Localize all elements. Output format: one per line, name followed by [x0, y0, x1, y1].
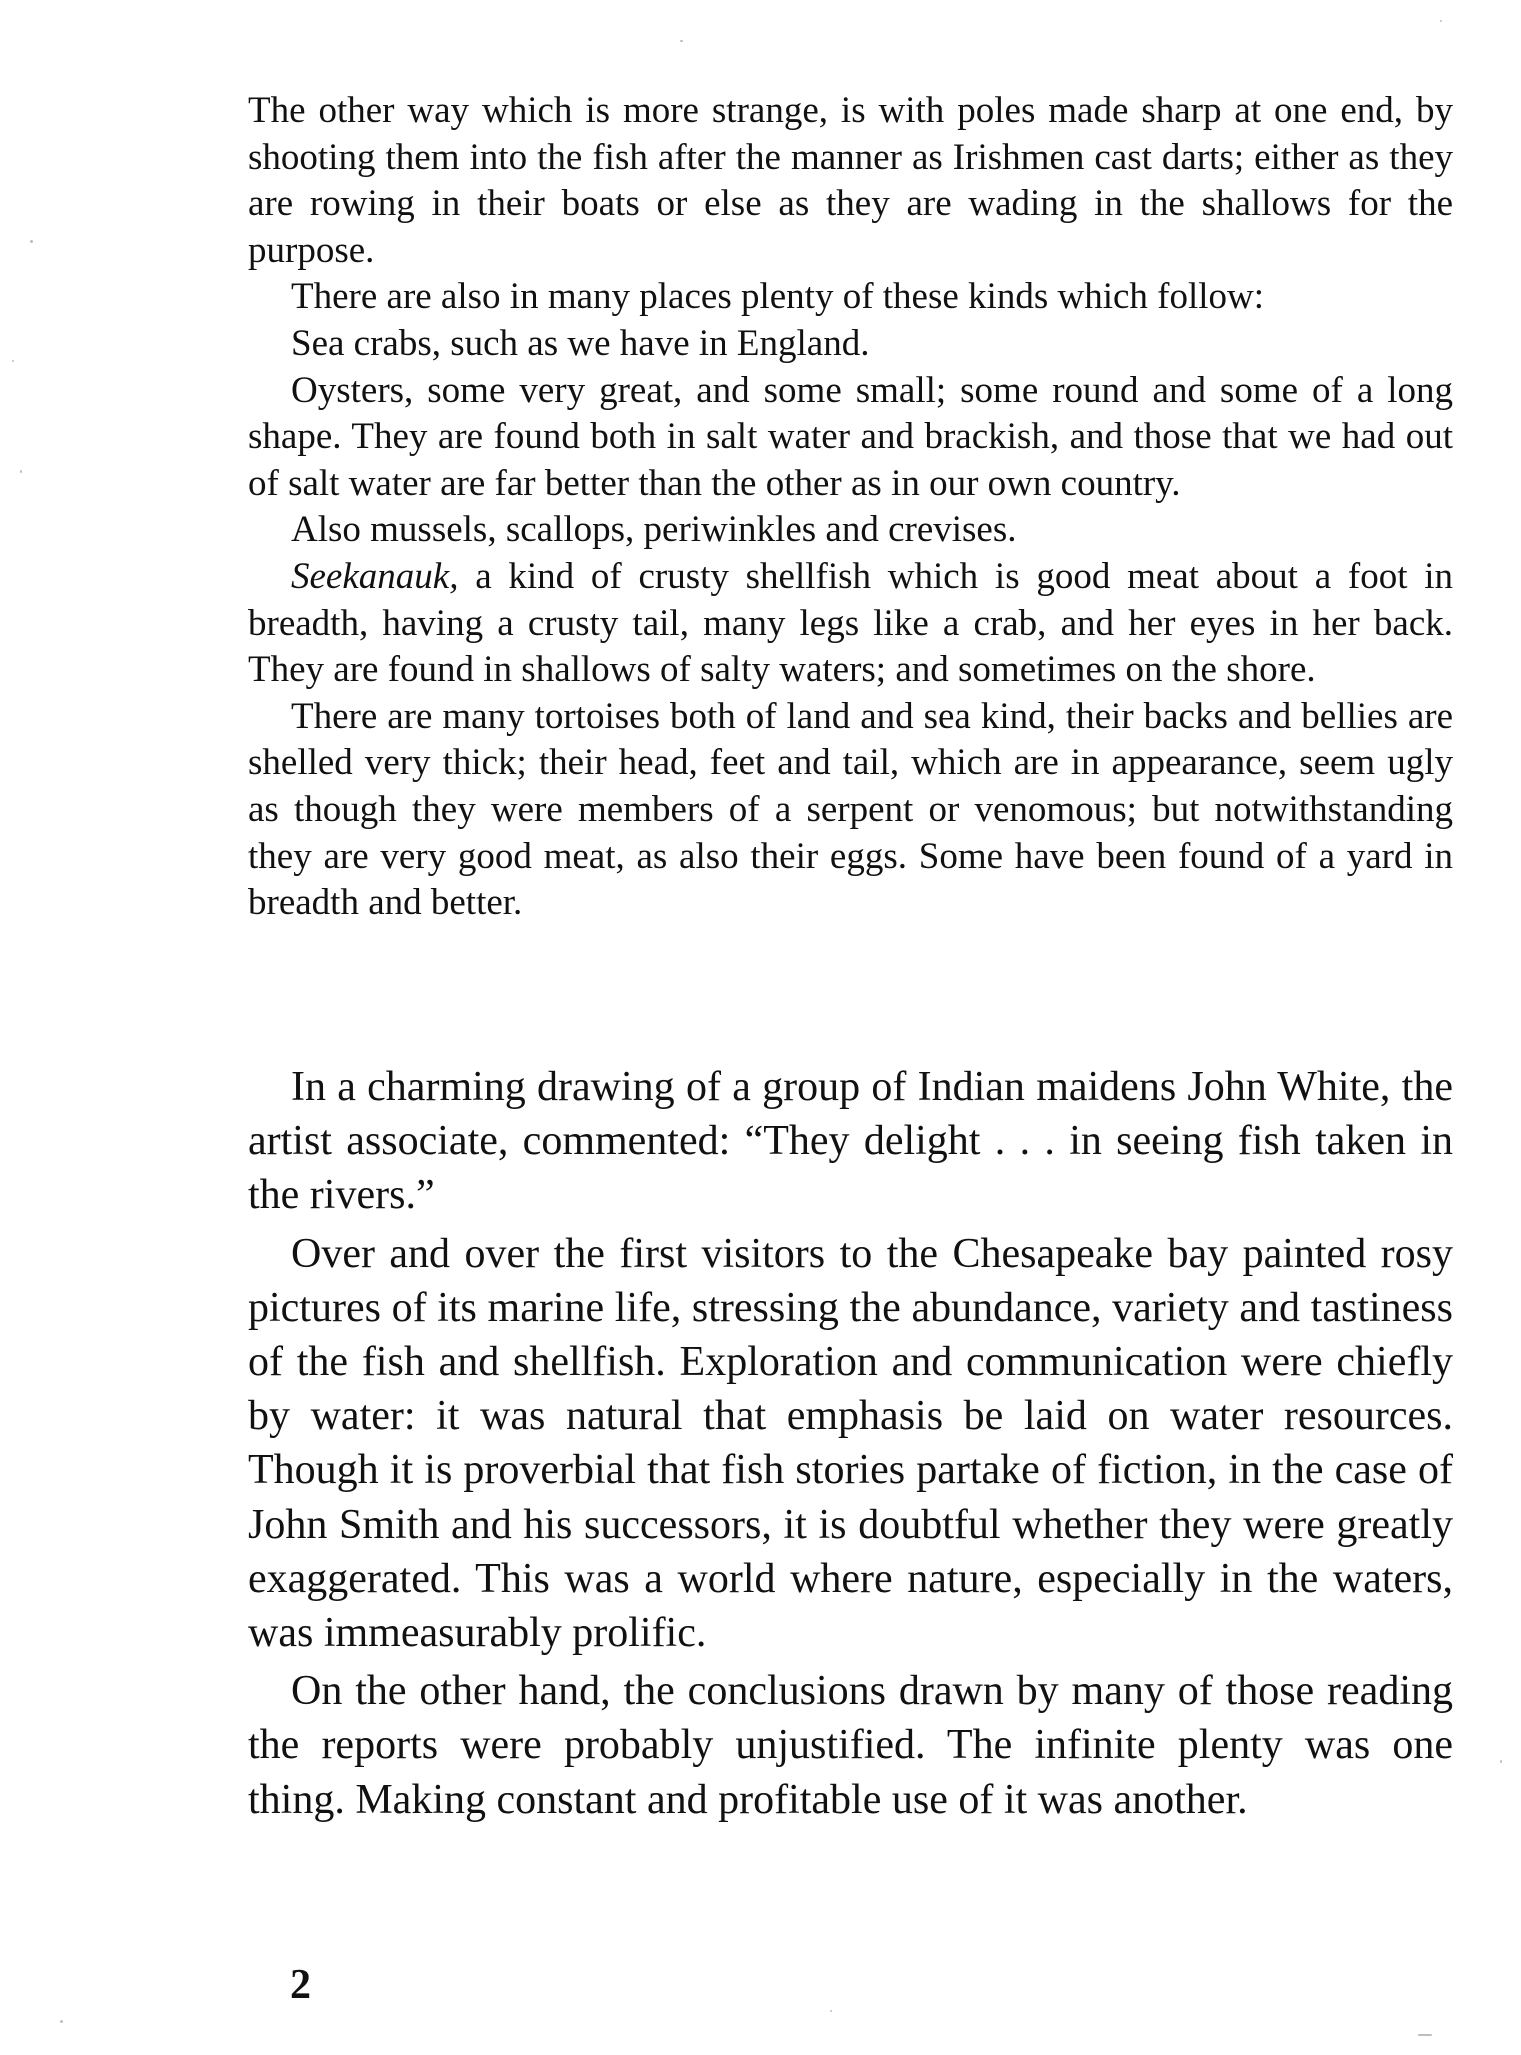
- scan-speck: [20, 470, 22, 473]
- scan-speck: [830, 2010, 832, 2012]
- italic-term: Seekanauk,: [291, 555, 459, 597]
- scan-speck: [680, 40, 683, 42]
- excerpt-paragraph: Also mussels, scallops, periwinkles and crevises.: [291, 509, 1017, 551]
- excerpt-paragraph: There are also in many places plenty of these kinds which follow:: [291, 276, 1265, 318]
- quoted-excerpt: [248, 88, 1453, 927]
- scan-speck: [12, 360, 14, 362]
- scan-speck: [60, 2020, 63, 2023]
- excerpt-paragraph: Sea crabs, such as we have in England.: [291, 322, 870, 364]
- scan-speck: [1500, 1760, 1502, 1763]
- page-number: 2: [290, 1962, 311, 2008]
- excerpt-paragraph: The other way which is more strange, is with poles made sharp at one end, by shooting them into the fish after the manner as Irishmen cast darts; either as they are rowing in their boats or else as they are wading in the shallows for the purpose.: [248, 90, 1453, 271]
- body-text: [248, 1060, 1453, 1827]
- excerpt-paragraph: Oysters, some very great, and some small; some round and some of a long shape. They are found both in salt water and brackish, and those that we had out of salt water are far better than the other as in our own country.: [248, 369, 1453, 504]
- excerpt-paragraph: [248, 554, 1453, 694]
- body-paragraph: On the other hand, the conclusions drawn by many of those reading the reports were probably unjustified. The infinite plenty was one thing. Making constant and profitable use of it was another.: [248, 1668, 1453, 1823]
- excerpt-paragraph: There are many tortoises both of land and sea kind, their backs and bellies are shelled very thick; their head, feet and tail, which are in appearance, seem ugly as though they were members of a serpent or venomous; but notwithstanding they are very good meat, as also their eggs. Some have been found of a yard in breadth and better.: [248, 695, 1453, 924]
- body-paragraph: Over and over the first visitors to the Chesapeake bay painted rosy pictures of its marine life, stressing the abundance, variety and tastiness of the fish and shellfish. Exploration and communication were chiefly by water: it was natural that emphasis be laid on water resources. Though it is proverbial that fish stories partake of fiction, in the case of John Smith and his successors, it is doubtful whether they were greatly exaggerated. This was a world where nature, especially in the waters, was immeasurably prolific.: [248, 1230, 1453, 1657]
- body-paragraph: In a charming drawing of a group of Indian maidens John White, the artist associate, commented: “They delight . . . in seeing fish taken in the rivers.”: [248, 1064, 1453, 1219]
- scan-speck: [30, 240, 33, 243]
- scan-speck: [1440, 20, 1442, 22]
- excerpt-text: a kind of crusty shellfish which is good meat about a foot in breadth, having a crusty tail, many legs like a crab, and her eyes in her back. They are found in shallows of salty waters; and sometimes on the shore.: [248, 555, 1453, 691]
- scan-speck: [1418, 2034, 1432, 2036]
